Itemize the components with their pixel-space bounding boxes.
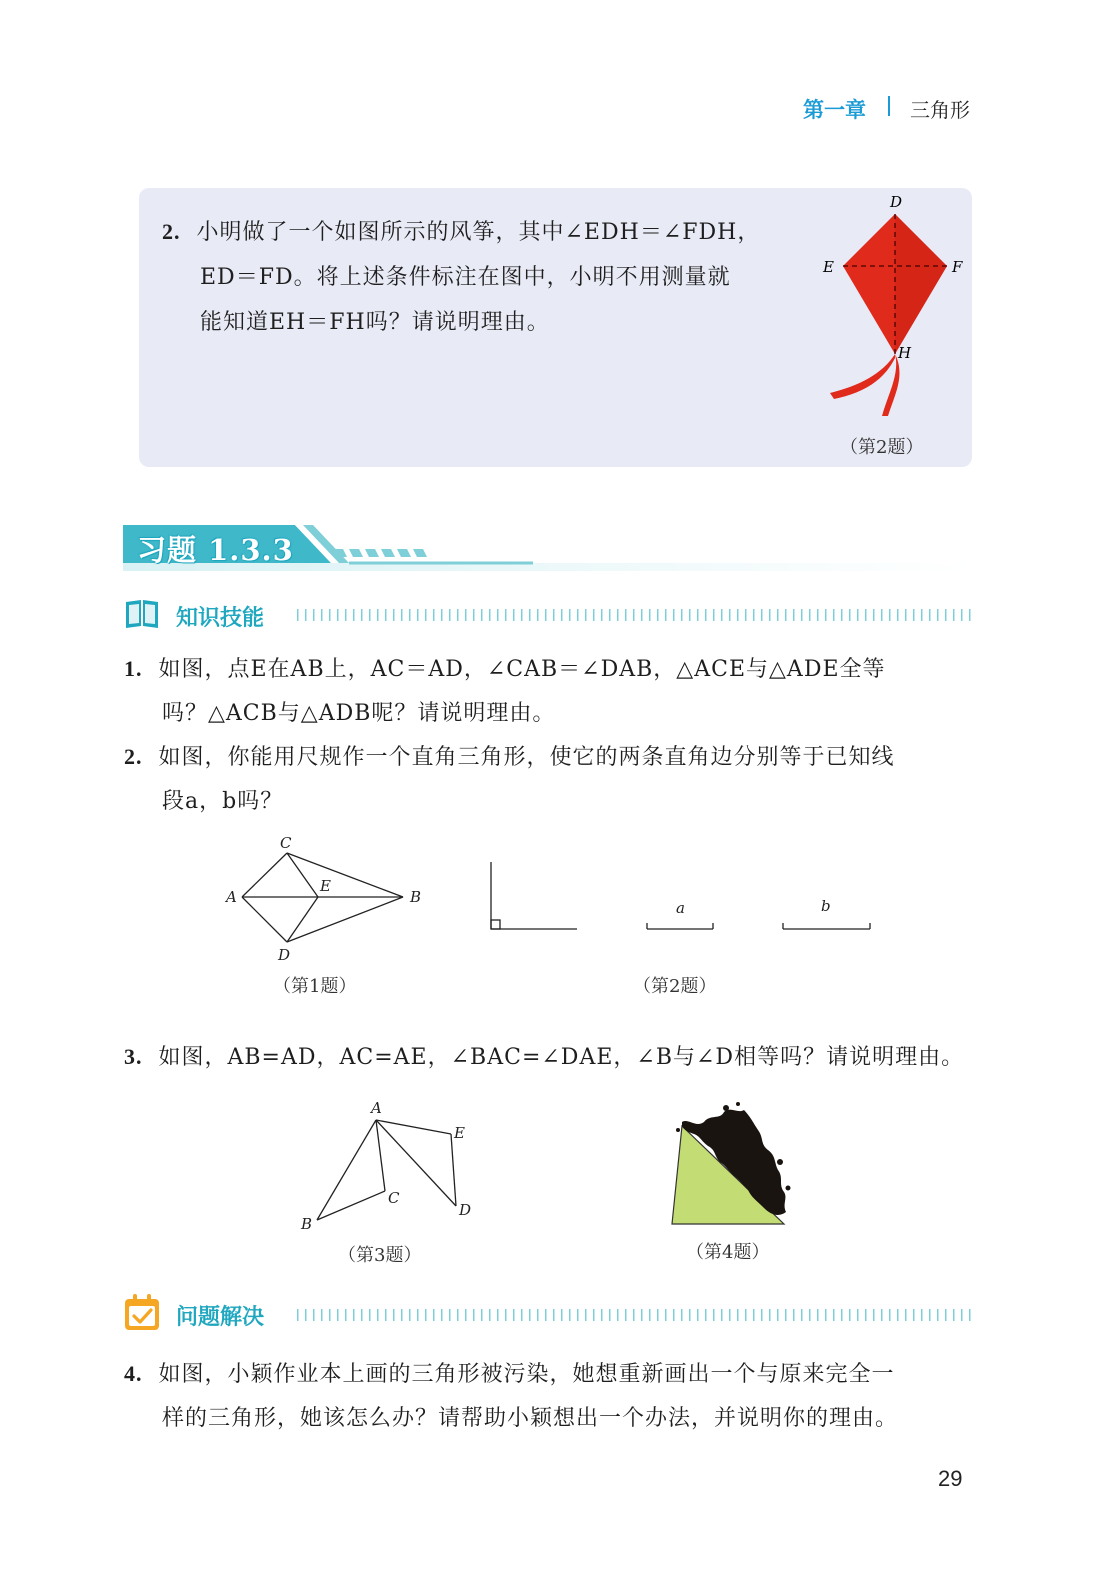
figure-1-caption: （第1题） bbox=[273, 976, 357, 997]
exercise-title: 习题 1.3.3 bbox=[137, 533, 294, 567]
fig3-label-b: B bbox=[301, 1215, 313, 1233]
fig1-label-b: B bbox=[410, 888, 422, 906]
practice-line-3: 能知道EH＝FH吗？请说明理由。 bbox=[200, 310, 550, 335]
kite-label-d: D bbox=[890, 193, 903, 211]
practice-figure-caption: （第2题） bbox=[840, 437, 924, 458]
q4-text-1: 如图，小颖作业本上画的三角形被污染，她想重新画出一个与原来完全一 bbox=[158, 1362, 895, 1387]
fig3-label-c: C bbox=[388, 1189, 400, 1207]
right-angle-mark bbox=[491, 920, 500, 929]
chapter-title: 三角形 bbox=[910, 98, 970, 122]
section-problem-title: 问题解决 bbox=[176, 1305, 265, 1330]
q4-number: 4. bbox=[124, 1361, 143, 1386]
q1-number: 1. bbox=[124, 656, 143, 681]
figure-4 bbox=[660, 1100, 800, 1230]
fig3-label-a: A bbox=[371, 1099, 382, 1117]
q2-text-1: 如图，你能用尺规作一个直角三角形，使它的两条直角边分别等于已知线 bbox=[158, 745, 895, 770]
fig1-label-e: E bbox=[320, 877, 331, 895]
fig1-label-d: D bbox=[278, 946, 291, 964]
fig1-label-c: C bbox=[280, 834, 292, 852]
banner-ticks bbox=[333, 549, 427, 557]
fig1-label-a: A bbox=[226, 888, 237, 906]
figure-3-caption: （第3题） bbox=[338, 1245, 422, 1266]
section-skills-dots bbox=[297, 609, 973, 621]
figure-3 bbox=[295, 1095, 485, 1235]
q1-line-2: 吗？△ACB与△ADB呢？请说明理由。 bbox=[162, 701, 556, 726]
kite-label-f: F bbox=[952, 258, 963, 276]
header-divider bbox=[888, 96, 890, 116]
q1-text-1: 如图，点E在AB上，AC＝AD，∠CAB＝∠DAB，△ACE与△ADE全等 bbox=[158, 657, 886, 682]
q3-text: 如图，AB=AD，AC=AE，∠BAC=∠DAE，∠B与∠D相等吗？请说明理由。 bbox=[158, 1045, 965, 1070]
section-problem-dots bbox=[297, 1309, 973, 1321]
practice-line-2: ED＝FD。将上述条件标注在图中，小明不用测量就 bbox=[200, 265, 731, 290]
fig2-label-a: a bbox=[676, 899, 685, 917]
kite-ribbon-left bbox=[830, 354, 895, 399]
q3-number: 3. bbox=[124, 1044, 143, 1069]
kite-label-e: E bbox=[823, 258, 834, 276]
practice-number: 2. bbox=[162, 219, 181, 244]
section-skills-title: 知识技能 bbox=[176, 606, 265, 631]
q3-line bbox=[124, 1034, 964, 1081]
q1-line-1 bbox=[124, 646, 886, 693]
figure-2-caption: （第2题） bbox=[633, 976, 717, 997]
kite-label-h: H bbox=[898, 344, 912, 362]
fig3-label-d: D bbox=[459, 1201, 472, 1219]
figure-1 bbox=[220, 830, 440, 965]
q2-number: 2. bbox=[124, 744, 143, 769]
page-number: 29 bbox=[938, 1466, 963, 1491]
q4-line-2: 样的三角形，她该怎么办？请帮助小颖想出一个办法，并说明你的理由。 bbox=[162, 1406, 899, 1431]
kite-figure bbox=[810, 188, 980, 428]
book-icon bbox=[123, 596, 161, 630]
chapter-label: 第一章 bbox=[803, 98, 866, 122]
fig2-label-b: b bbox=[821, 897, 831, 915]
q4-line-1 bbox=[124, 1351, 895, 1398]
checklist-icon bbox=[123, 1293, 163, 1333]
q2-line-2: 段a，b吗？ bbox=[162, 789, 284, 814]
figure-4-caption: （第4题） bbox=[686, 1242, 770, 1263]
figure-2 bbox=[480, 855, 880, 940]
fig3-label-e: E bbox=[454, 1124, 465, 1142]
practice-line-1 bbox=[162, 209, 760, 256]
q2-line-1 bbox=[124, 734, 895, 781]
kite-shade bbox=[895, 214, 947, 354]
practice-text-1: 小明做了一个如图所示的风筝，其中∠EDH＝∠FDH， bbox=[196, 220, 761, 245]
